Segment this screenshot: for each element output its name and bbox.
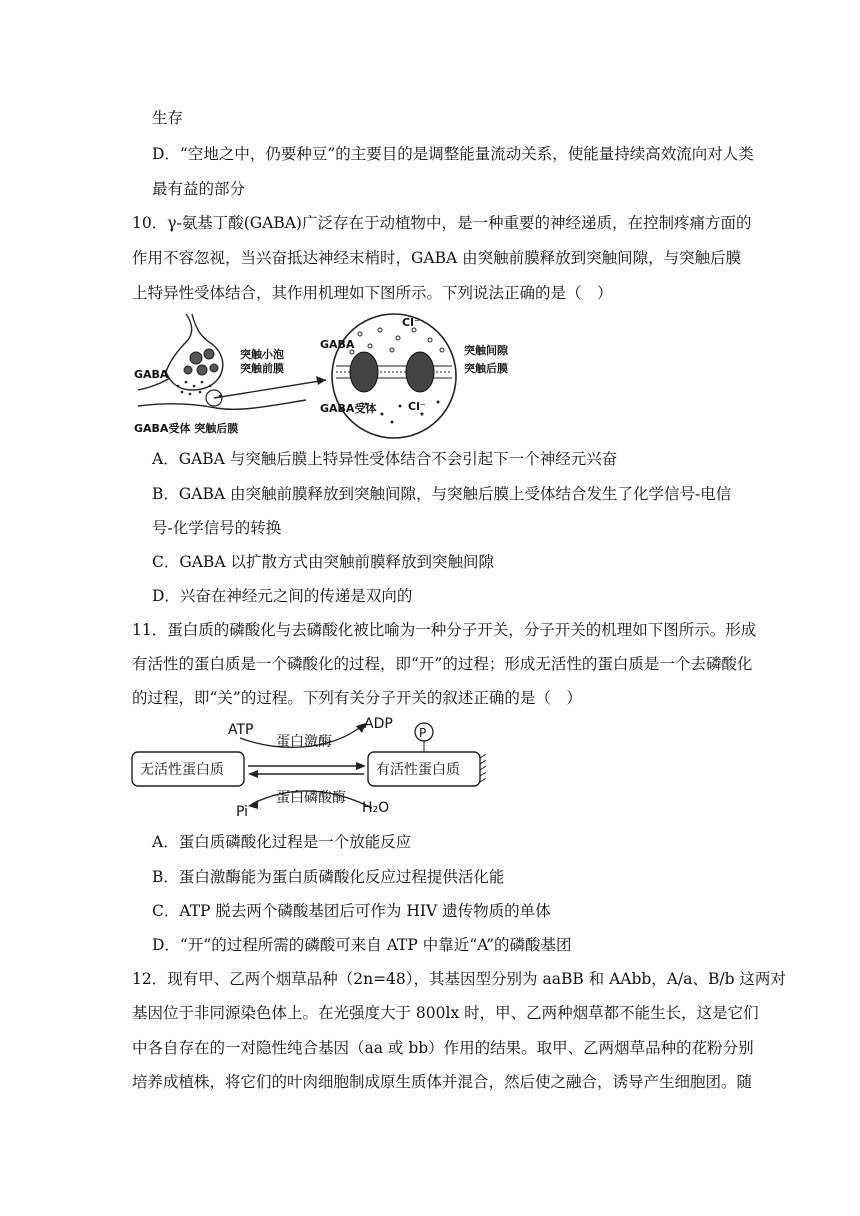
synapse-diagram <box>130 310 530 440</box>
option-d: D．“空地之中，仍要种豆”的主要目的是调整能量流动关系，使能量持续高效流向对人类 <box>152 145 754 163</box>
text-line: 最有益的部分 <box>152 180 246 198</box>
cleft-label: 突触间隙 <box>464 344 508 357</box>
q11-option-a: A．蛋白质磷酸化过程是一个放能反应 <box>152 833 412 851</box>
question-11-stem: 11．蛋白质的磷酸化与去磷酸化被比喻为一种分子开关，分子开关的机理如下图所示。形成 <box>132 621 757 639</box>
gaba-label: GABA <box>134 368 169 381</box>
adp-label: ADP <box>364 716 393 732</box>
q11-option-b: B．蛋白激酶能为蛋白质磷酸化反应过程提供活化能 <box>152 868 505 886</box>
question-10-stem: 上特异性受体结合，其作用机理如下图所示。下列说法正确的是（ ） <box>132 284 613 302</box>
question-10-stem: 作用不容忽视，当兴奋抵达神经末梢时，GABA 由突触前膜释放到突触间隙，与突触后膜 <box>132 249 742 267</box>
question-12-stem: 中各自存在的一对隐性纯合基因（aa 或 bb）作用的结果。取甲、乙两烟草品种的花粉分别 <box>132 1039 754 1057</box>
molecular-switch-diagram <box>128 716 508 820</box>
q10-option-d: D．兴奋在神经元之间的传递是双向的 <box>152 587 413 605</box>
text-line: 生存 <box>152 109 184 127</box>
atp-label: ATP <box>228 722 254 738</box>
post-membrane-label: 突触后膜 <box>464 362 508 375</box>
question-12-stem: 基因位于非同源染色体上。在光强度大于 800lx 时，甲、乙两种烟草都不能生长，这是它们 <box>132 1004 759 1022</box>
gaba-label-2: GABA <box>320 338 355 351</box>
q11-option-d: D．“开”的过程所需的磷酸可来自 ATP 中靠近“A”的磷酸基团 <box>152 936 572 954</box>
kinase-label: 蛋白激酶 <box>276 734 332 750</box>
question-11-stem: 的过程，即“关”的过程。下列有关分子开关的叙述正确的是（ ） <box>132 689 582 707</box>
q11-option-c: C．ATP 脱去两个磷酸基团后可作为 HIV 遗传物质的单体 <box>152 902 551 920</box>
cl-top-label: Cl⁻ <box>402 316 420 329</box>
question-12-stem: 培养成植株，将它们的叶肉细胞制成原生质体并混合，然后使之融合，诱导产生细胞团。随 <box>132 1073 753 1091</box>
pre-membrane-label: 突触前膜 <box>240 362 284 375</box>
p-label: P <box>419 726 427 740</box>
vesicle-label: 突触小泡 <box>240 348 284 361</box>
question-10-stem: 10．γ-氨基丁酸(GABA)广泛存在于动植物中，是一种重要的神经递质，在控制疼痛方面的 <box>132 214 752 232</box>
q10-option-b-cont: 号-化学信号的转换 <box>152 519 282 537</box>
question-12-stem: 12．现有甲、乙两个烟草品种（2n=48），其基因型分别为 aaBB 和 AAbb，A/a、B/b 这两对 <box>132 970 786 988</box>
receptor-post-label: GABA受体 突触后膜 <box>134 422 239 435</box>
cl-bottom-label: Cl⁻ <box>408 400 426 413</box>
q10-option-c: C．GABA 以扩散方式由突触前膜释放到突触间隙 <box>152 553 494 571</box>
receptor-label: GABA受体 <box>320 402 377 415</box>
q10-option-a: A．GABA 与突触后膜上特异性受体结合不会引起下一个神经元兴奋 <box>152 450 618 468</box>
q10-option-b: B．GABA 由突触前膜释放到突触间隙，与突触后膜上受体结合发生了化学信号-电信 <box>152 485 732 503</box>
inactive-protein-label: 无活性蛋白质 <box>140 762 224 778</box>
h2o-label: H₂O <box>362 800 390 816</box>
active-protein-label: 有活性蛋白质 <box>376 762 460 778</box>
phosphatase-label: 蛋白磷酸酶 <box>276 790 346 806</box>
question-11-stem: 有活性的蛋白质是一个磷酸化的过程，即“开”的过程；形成无活性的蛋白质是一个去磷酸化 <box>132 655 753 673</box>
pi-label: Pi <box>236 804 249 820</box>
